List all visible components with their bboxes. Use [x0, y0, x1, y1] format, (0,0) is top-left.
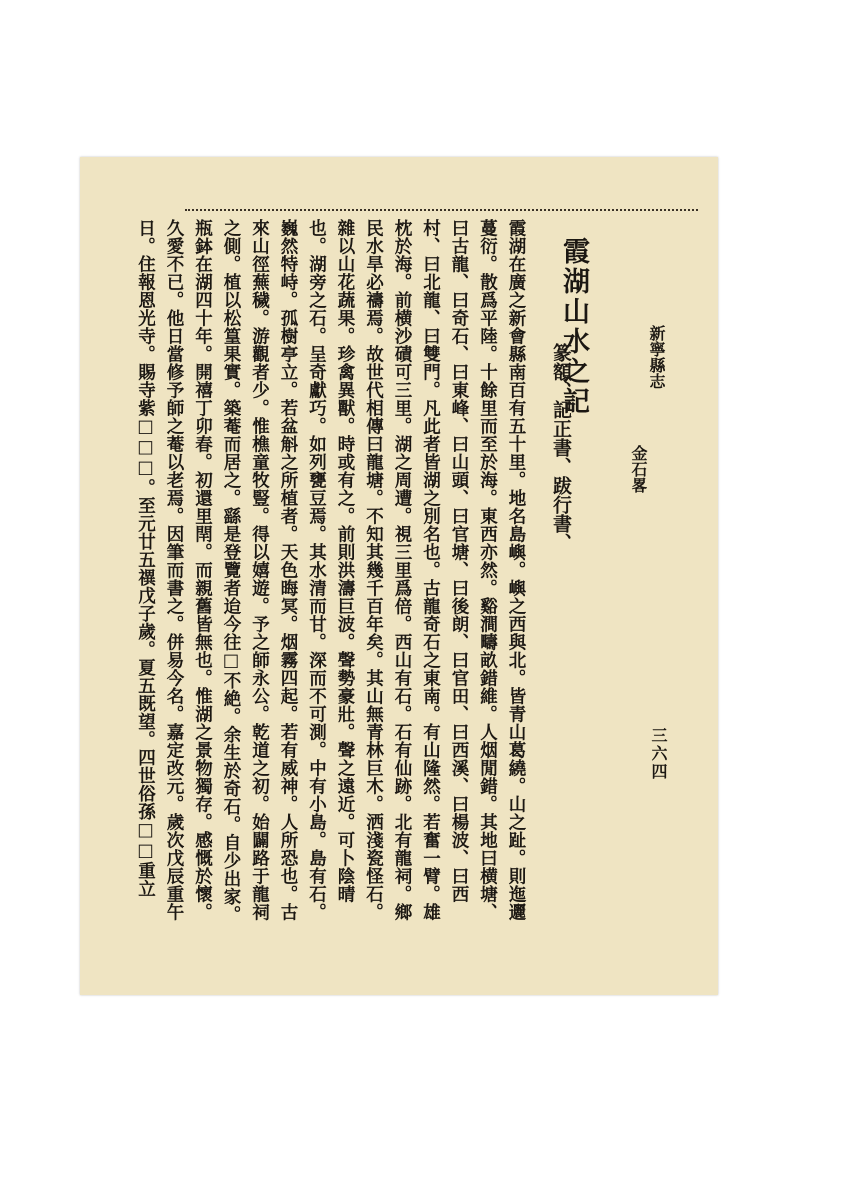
article-subtitle: 篆額、記正書、跋行書、 — [550, 343, 572, 552]
article-body — [135, 219, 530, 934]
page-number: 三六四 — [649, 727, 668, 781]
section-label: 金石畧 — [629, 445, 648, 493]
county-gazetteer-label: 新寧縣志 — [647, 325, 666, 389]
article-title: 霞湖山水之記 — [558, 237, 589, 417]
body-text: 霞湖在廣之新會縣南百有五十里。地名島嶼。嶼之西與北。皆青山葛繞。山之趾。則迤邐蔓衍。散爲平陸。十餘里而至於海。東西亦然。谿澗疇畝錯維。人烟閒錯。其地曰横塘、曰古龍、曰奇石、曰東峰、曰山頭、曰官塘、曰後朗、曰官田、曰西溪、曰楊波、曰西村、曰北龍、曰雙門。凡此者皆湖之別名也。古龍奇石之東南。有山隆然。若奮一臂。雄枕於海。前横沙磧可三里。湖之周遭。視三里爲倍。西山有石。石有仙跡。北有龍祠。鄉民水旱必禱焉。故世代相傳曰龍塘。不知其幾千百年矣。其山無青林巨木。洒淺瓷怪石。雜以山花蔬果。珍禽異獸。時或有之。前則洪濤巨波。聲勢豪壯。聲之遠近。可卜陰晴也。湖旁之石。呈奇獻巧。如列甕豆焉。其水清而甘。深而不可測。中有小島。島有石。巍然特峙。孤樹亭立。若盆斛之所植者。天色晦冥。烟霧四起。若有威神。人所恐也。古來山徑蕪穢。游觀者少。惟樵童牧豎。得以嬉遊。予之師永公。乾道之初。始闢路于龍祠之側。植以松篁果實。築菴而居之。繇是登覽者迨今往□不絶。余生於奇石。自少出家。瓶鉢在湖四十年。開禧丁卯春。初還里閈。而親舊皆無也。惟湖之景物獨存。感慨於懷。久愛不已。他日當修予師之菴以老焉。因筆而書之。併易今名。嘉定改元。歲次戊辰重午日。住報恩光寺。賜寺紫□□□。至元廿五禩戊子歲。夏五既望。四世俗孫□□重立 — [135, 219, 526, 924]
top-dotted-rule — [185, 209, 698, 211]
document-page — [80, 157, 718, 995]
